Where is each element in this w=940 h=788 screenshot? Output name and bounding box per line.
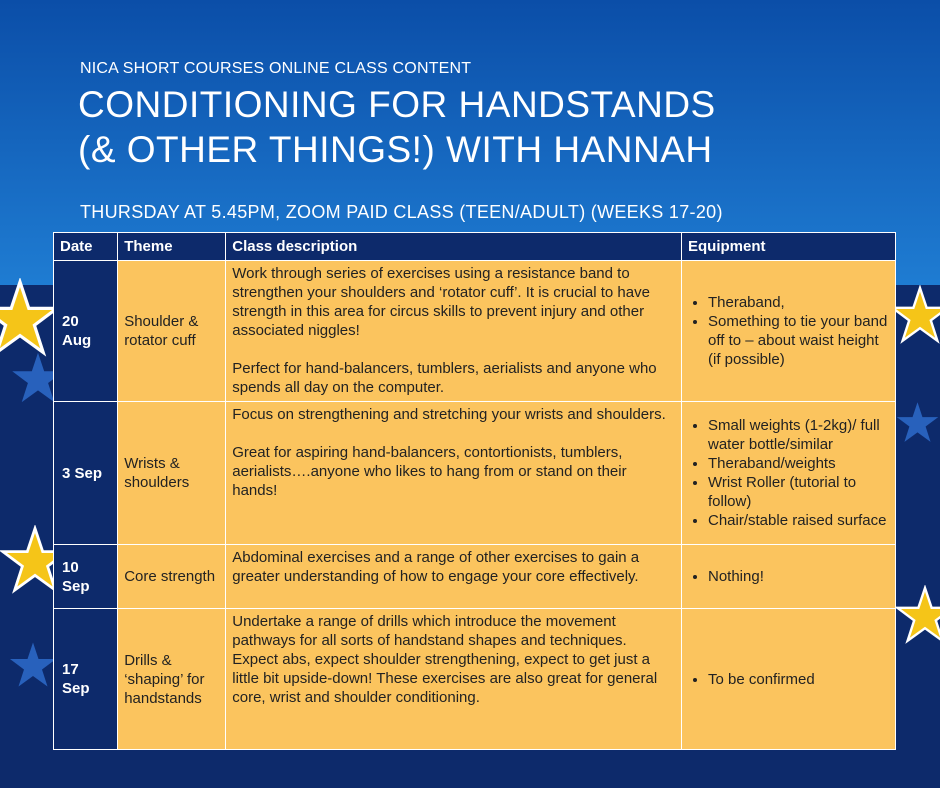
course-subtitle: NICA SHORT COURSES ONLINE CLASS CONTENT: [80, 60, 472, 77]
row-equipment: [682, 609, 896, 750]
table-row: [54, 609, 896, 750]
description-paragraph: Work through series of exercises using a resistance band to strengthen your shoulders and ‘rotator cuff’. It is crucial to have strength in this area for circus skills to prevent injury and other associated niggles!: [232, 265, 650, 339]
equipment-item: • Nothing!: [708, 567, 889, 586]
equipment-item: • Small weights (1-2kg)/ full water bottle/similar: [708, 416, 889, 454]
header-description: Class description: [226, 233, 682, 261]
row-date: 3 Sep: [54, 402, 118, 545]
row-date: 20 Aug: [54, 261, 118, 402]
description-paragraph: Perfect for hand-balancers, tumblers, aerialists and anyone who spends all day on the computer.: [232, 360, 657, 396]
equipment-item: • Wrist Roller (tutorial to follow): [708, 473, 889, 511]
row-date: 17 Sep: [54, 609, 118, 750]
star-icon: [895, 585, 940, 645]
timetable: [53, 232, 896, 750]
header-date: Date: [54, 233, 118, 261]
star-icon: [890, 285, 940, 345]
equipment-item: • To be confirmed: [708, 670, 889, 689]
table-header-row: [54, 233, 896, 261]
row-equipment: [682, 545, 896, 609]
row-equipment: [682, 402, 896, 545]
star-icon: [8, 640, 58, 690]
equipment-item: • Theraband,: [708, 293, 889, 312]
row-theme: Core strength: [118, 545, 226, 609]
description-paragraph: Focus on strengthening and stretching your wrists and shoulders.: [232, 406, 666, 423]
equipment-item: • Something to tie your band off to – about waist height (if possible): [708, 312, 889, 369]
description-paragraph: Great for aspiring hand-balancers, contortionists, tumblers, aerialists….anyone who likes to hang from or stand on their hands!: [232, 444, 627, 499]
row-theme: Wrists & shoulders: [118, 402, 226, 545]
table-row: [54, 402, 896, 545]
row-theme: Drills & ‘shaping’ for handstands: [118, 609, 226, 750]
row-theme: Shoulder & rotator cuff: [118, 261, 226, 402]
description-paragraph: Abdominal exercises and a range of other exercises to gain a greater understanding of how to engage your core effectively.: [232, 549, 640, 585]
equipment-item: • Theraband/weights: [708, 454, 889, 473]
row-description: [226, 545, 682, 609]
row-equipment: [682, 261, 896, 402]
star-icon: [0, 278, 60, 358]
row-description: [226, 261, 682, 402]
row-description: [226, 402, 682, 545]
title-line-1: CONDITIONING FOR HANDSTANDS: [78, 84, 716, 125]
header-equipment: Equipment: [682, 233, 896, 261]
title-line-2: (& OTHER THINGS!) WITH HANNAH: [78, 129, 713, 170]
equipment-item: • Chair/stable raised surface: [708, 511, 889, 530]
table-row: [54, 545, 896, 609]
star-icon: [895, 400, 940, 445]
row-description: [226, 609, 682, 750]
description-paragraph: Undertake a range of drills which introduce the movement pathways for all sorts of handstand shapes and techniques. Expect abs, expect shoulder strengthening, expect to get just a little bit upside-down! These exercises are also great for general core, wrist and shoulder conditioning.: [232, 613, 658, 706]
class-schedule: THURSDAY AT 5.45PM, ZOOM PAID CLASS (TEEN/ADULT) (WEEKS 17-20): [80, 202, 723, 222]
table-row: [54, 261, 896, 402]
header-theme: Theme: [118, 233, 226, 261]
page-title: [78, 82, 838, 172]
row-date: 10 Sep: [54, 545, 118, 609]
